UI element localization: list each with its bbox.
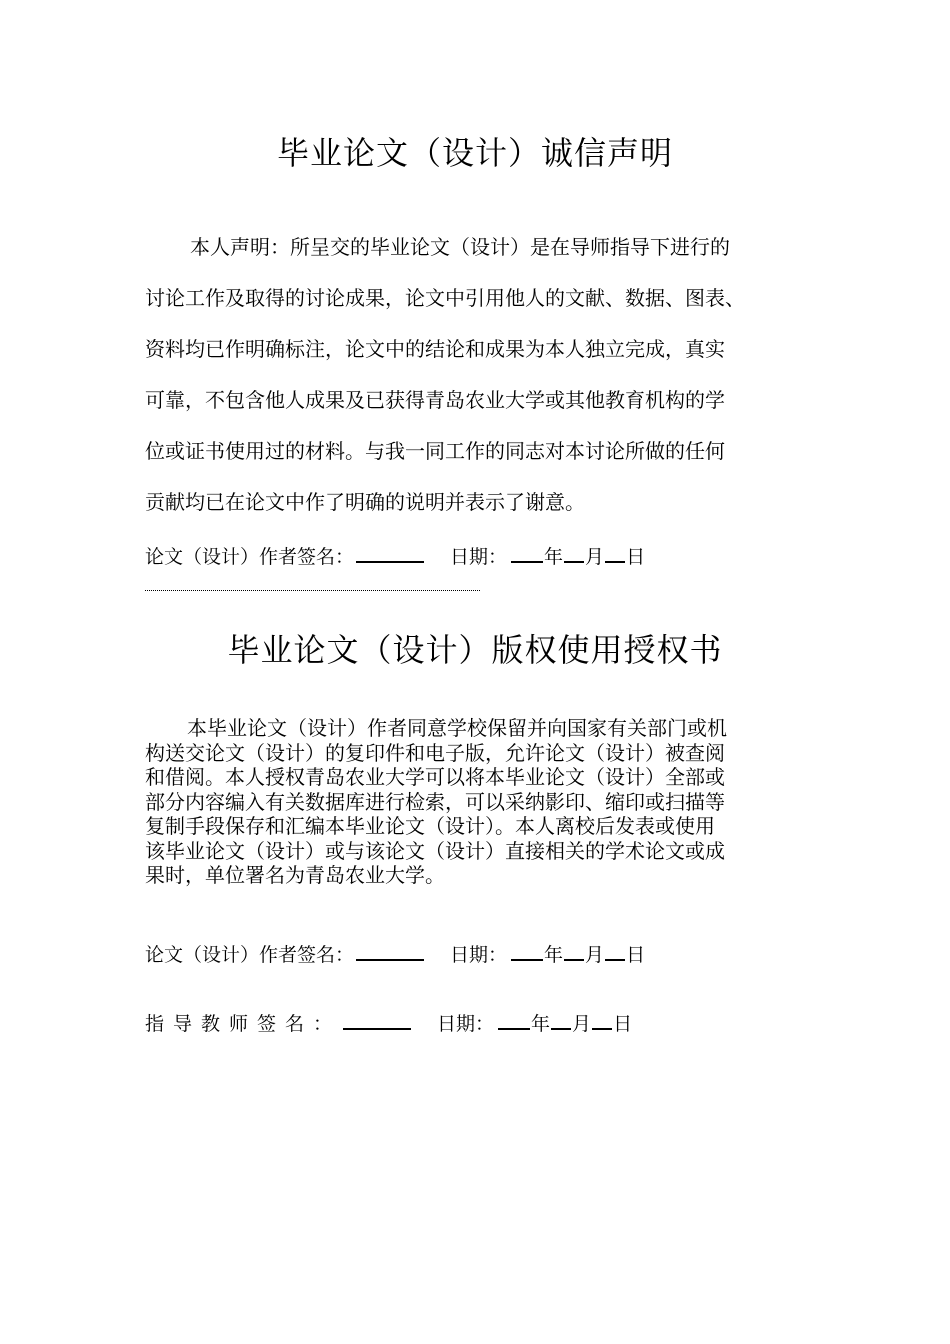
author-signature-field[interactable]	[356, 543, 424, 563]
integrity-line: 资料均已作明确标注，论文中的结论和成果为本人独立完成，真实	[145, 337, 725, 361]
year-label: 年	[544, 546, 564, 568]
copyright-line: 构送交论文（设计）的复印件和电子版，允许论文（设计）被查阅	[145, 740, 725, 765]
month-label: 月	[585, 944, 605, 966]
integrity-author-signature-row	[145, 542, 645, 572]
year-label: 年	[544, 944, 564, 966]
author-signature-label: 论文（设计）作者签名：	[145, 546, 355, 568]
copyright-author-signature-row	[145, 940, 645, 970]
year-field[interactable]	[511, 543, 543, 563]
day-field[interactable]	[605, 543, 625, 563]
author-signature-label: 论文（设计）作者签名：	[145, 944, 355, 966]
copyright-line: 部分内容编入有关数据库进行检索，可以采纳影印、缩印或扫描等	[145, 789, 725, 814]
day-label: 日	[613, 1013, 633, 1035]
year-field[interactable]	[498, 1010, 530, 1030]
copyright-line: 该毕业论文（设计）或与该论文（设计）直接相关的学术论文或成	[145, 838, 725, 863]
month-label: 月	[585, 546, 605, 568]
section-divider	[145, 590, 480, 591]
advisor-signature-row	[145, 1009, 632, 1039]
date-label: 日期：	[450, 944, 508, 966]
day-label: 日	[626, 944, 646, 966]
advisor-signature-field[interactable]	[343, 1010, 411, 1030]
integrity-line: 贡献均已在论文中作了明确的说明并表示了谢意。	[145, 490, 585, 514]
month-label: 月	[572, 1013, 592, 1035]
copyright-line: 和借阅。本人授权青岛农业大学可以将本毕业论文（设计）全部或	[145, 765, 725, 789]
month-field[interactable]	[551, 1010, 571, 1030]
integrity-line: 位或证书使用过的材料。与我一同工作的同志对本讨论所做的任何	[145, 439, 725, 463]
integrity-line: 讨论工作及取得的讨论成果，论文中引用他人的文献、数据、图表、	[145, 286, 745, 310]
day-field[interactable]	[592, 1010, 612, 1030]
author-signature-field[interactable]	[356, 941, 424, 961]
advisor-signature-label: 指导教师签名：	[145, 1013, 342, 1035]
month-field[interactable]	[564, 543, 584, 563]
integrity-line: 可靠，不包含他人成果及已获得青岛农业大学或其他教育机构的学	[145, 388, 725, 412]
year-label: 年	[531, 1013, 551, 1035]
date-label: 日期：	[437, 1013, 495, 1035]
copyright-line: 复制手段保存和汇编本毕业论文（设计）。本人离校后发表或使用	[145, 814, 715, 838]
day-label: 日	[626, 546, 646, 568]
date-label: 日期：	[450, 546, 508, 568]
year-field[interactable]	[511, 941, 543, 961]
integrity-title: 毕业论文（设计）诚信声明	[276, 134, 673, 172]
copyright-line: 本毕业论文（设计）作者同意学校保留并向国家有关部门或机	[187, 716, 727, 740]
copyright-paragraph	[145, 716, 810, 888]
day-field[interactable]	[605, 941, 625, 961]
integrity-paragraph	[145, 222, 825, 528]
copyright-title: 毕业论文（设计）版权使用授权书	[227, 631, 723, 669]
copyright-line: 果时，单位署名为青岛农业大学。	[145, 863, 445, 887]
month-field[interactable]	[564, 941, 584, 961]
integrity-line: 本人声明：所呈交的毕业论文（设计）是在导师指导下进行的	[190, 235, 730, 259]
